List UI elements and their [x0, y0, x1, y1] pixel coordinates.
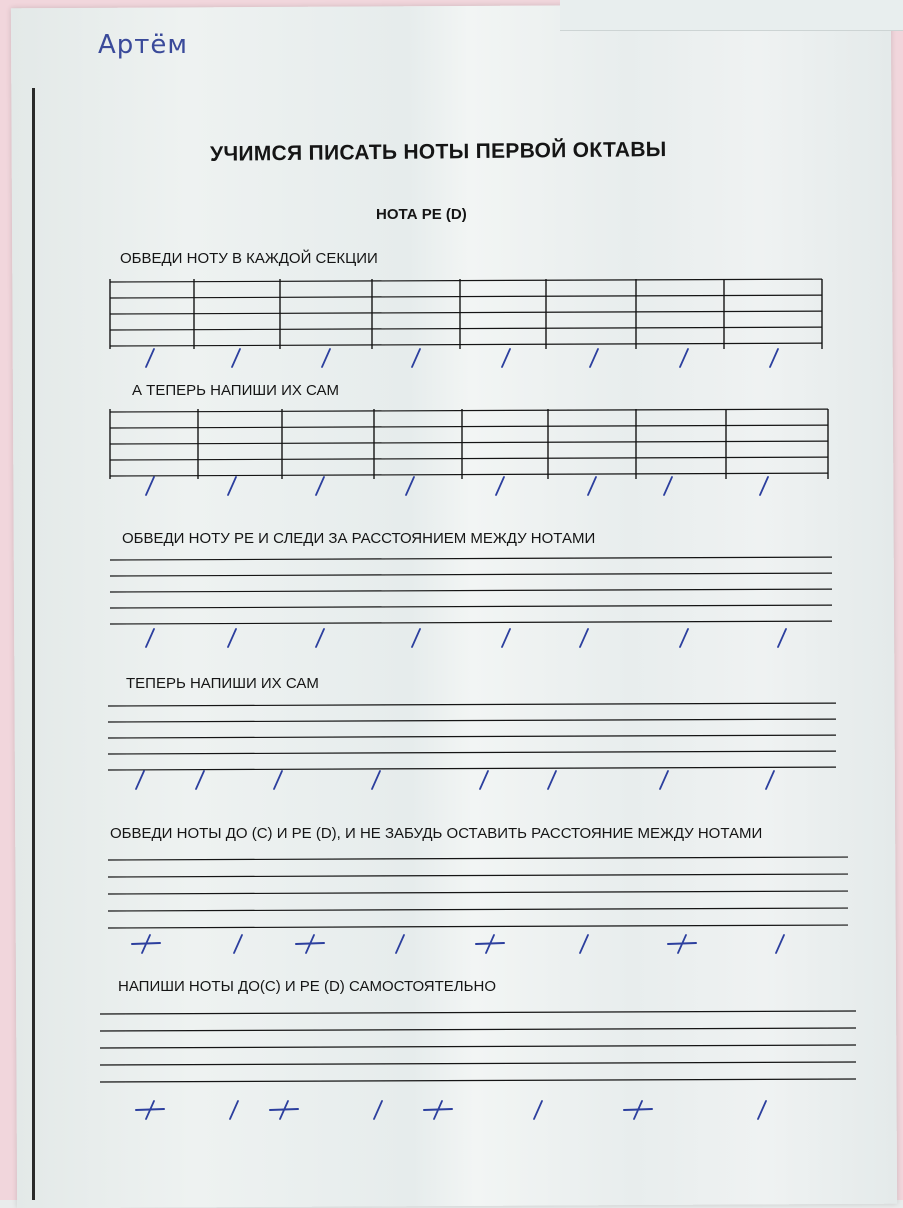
note-stem-mark [502, 629, 510, 647]
exercise-5-instruction: ОБВЕДИ НОТЫ ДО (С) И РЕ (D), И НЕ ЗАБУДЬ ОСТАВИТЬ РАССТОЯНИЕ МЕЖДУ НОТАМИ [110, 825, 763, 842]
note-stem-mark [230, 1101, 238, 1119]
staff-line [110, 557, 832, 560]
staff-line [110, 457, 828, 460]
exercise-1-instruction: ОБВЕДИ НОТУ В КАЖДОЙ СЕКЦИИ [120, 250, 378, 267]
ledger-line-mark [424, 1109, 452, 1110]
student-name: Артём [98, 30, 189, 60]
note-stem-mark [660, 771, 668, 789]
ledger-line-mark [270, 1109, 298, 1110]
staff-line [100, 1045, 856, 1048]
staff-line [108, 891, 848, 894]
staff-line [108, 703, 836, 706]
note-stem-mark [322, 349, 330, 367]
note-stem-mark [588, 477, 596, 495]
note-stem-mark [228, 629, 236, 647]
staff-line [108, 874, 848, 877]
staff-line [110, 295, 822, 298]
note-stem-mark [232, 349, 240, 367]
ledger-line-mark [668, 943, 696, 944]
ledger-line-mark [476, 943, 504, 944]
note-stem-mark [136, 771, 144, 789]
staff-line [108, 857, 848, 860]
note-stem-mark [776, 935, 784, 953]
staff-line [108, 719, 836, 722]
staff-line [110, 343, 822, 346]
note-stem-mark [480, 771, 488, 789]
worksheet-title: УЧИМСЯ ПИСАТЬ НОТЫ ПЕРВОЙ ОКТАВЫ [209, 138, 667, 166]
note-stem-mark [146, 349, 154, 367]
note-stem-mark [196, 771, 204, 789]
note-stem-mark [412, 349, 420, 367]
staff-line [110, 311, 822, 314]
note-stem-mark [396, 935, 404, 953]
note-stem-mark [758, 1101, 766, 1119]
note-stem-mark [770, 349, 778, 367]
note-stem-mark [548, 771, 556, 789]
note-stem-mark [496, 477, 504, 495]
exercise-6-instruction: НАПИШИ НОТЫ ДО(С) И РЕ (D) САМОСТОЯТЕЛЬНО [118, 978, 496, 995]
staff-line [100, 1079, 856, 1082]
note-stem-mark [412, 629, 420, 647]
note-stem-mark [766, 771, 774, 789]
staff-line [110, 473, 828, 476]
staff-line [100, 1011, 856, 1014]
staff-line [110, 573, 832, 576]
note-stem-mark [228, 477, 236, 495]
staff-line [110, 327, 822, 330]
note-stem-mark [680, 629, 688, 647]
staff-line [108, 908, 848, 911]
note-stem-mark [778, 629, 786, 647]
staff-line [110, 605, 832, 608]
staff-line [108, 767, 836, 770]
staff-line [110, 279, 822, 282]
staff-line [108, 751, 836, 754]
exercise-4-instruction: ТЕПЕРЬ НАПИШИ ИХ САМ [126, 675, 319, 692]
staff-line [110, 441, 828, 444]
note-stem-mark [146, 629, 154, 647]
staff-line [108, 735, 836, 738]
note-stem-mark [274, 771, 282, 789]
staff-line [110, 425, 828, 428]
ledger-line-mark [296, 943, 324, 944]
staff-line [110, 621, 832, 624]
ledger-line-mark [132, 943, 160, 944]
exercise-3-instruction: ОБВЕДИ НОТУ РЕ И СЛЕДИ ЗА РАССТОЯНИЕМ МЕЖДУ НОТАМИ [122, 530, 596, 547]
note-stem-mark [316, 477, 324, 495]
note-stem-mark [502, 349, 510, 367]
exercise-2-instruction: А ТЕПЕРЬ НАПИШИ ИХ САМ [132, 382, 340, 399]
worksheet-subtitle: НОТА РЕ (D) [376, 206, 467, 223]
note-stem-mark [146, 477, 154, 495]
note-stem-mark [680, 349, 688, 367]
note-stem-mark [580, 629, 588, 647]
note-stem-mark [580, 935, 588, 953]
note-stem-mark [372, 771, 380, 789]
staff-line [108, 925, 848, 928]
ledger-line-mark [136, 1109, 164, 1110]
note-stem-mark [406, 477, 414, 495]
staff-line [100, 1062, 856, 1065]
note-stem-mark [316, 629, 324, 647]
ledger-line-mark [624, 1109, 652, 1110]
staff-line [110, 589, 832, 592]
note-stem-mark [590, 349, 598, 367]
staff-line [100, 1028, 856, 1031]
note-stem-mark [234, 935, 242, 953]
note-stem-mark [760, 477, 768, 495]
note-stem-mark [664, 477, 672, 495]
note-stem-mark [534, 1101, 542, 1119]
staff-line [110, 409, 828, 412]
note-stem-mark [374, 1101, 382, 1119]
